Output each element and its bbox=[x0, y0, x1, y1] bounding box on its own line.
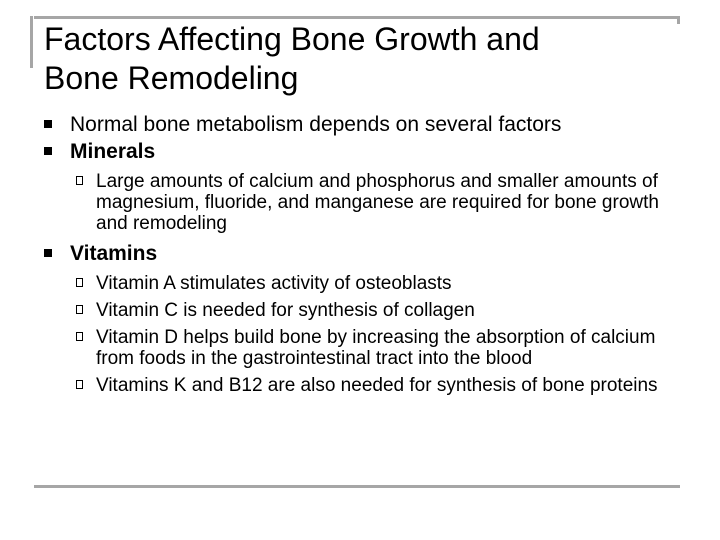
sub-bullet-text: Vitamin C is needed for synthesis of collagen bbox=[96, 300, 475, 321]
frame-right-line bbox=[677, 16, 680, 24]
slide-title-line-1: Factors Affecting Bone Growth and bbox=[44, 21, 540, 57]
sub-bullet-item bbox=[44, 273, 684, 294]
sub-bullet-item bbox=[44, 171, 684, 234]
sub-bullet-list-vitamins bbox=[44, 273, 684, 396]
sub-bullet-text: Vitamin A stimulates activity of osteoblasts bbox=[96, 273, 452, 294]
hollow-square-bullet-icon bbox=[76, 332, 83, 341]
bullet-text: Minerals bbox=[70, 140, 156, 163]
hollow-square-bullet-icon bbox=[76, 176, 83, 185]
sub-bullet-list-minerals bbox=[44, 171, 684, 234]
frame-bottom-line bbox=[34, 485, 680, 488]
square-bullet-icon bbox=[44, 249, 52, 257]
hollow-square-bullet-icon bbox=[76, 380, 83, 389]
bullet-item-minerals bbox=[44, 138, 684, 165]
bullet-item bbox=[44, 111, 684, 138]
slide-title bbox=[44, 20, 664, 98]
square-bullet-icon bbox=[44, 147, 52, 155]
sub-bullet-text: Vitamins K and B12 are also needed for synthesis of bone proteins bbox=[96, 375, 658, 396]
sub-bullet-text: Large amounts of calcium and phosphorus and smaller amounts of magnesium, fluoride, and manganese are required for bone growth and remodeling bbox=[96, 171, 659, 234]
slide-title-line-2: Bone Remodeling bbox=[44, 60, 299, 96]
frame-top-line bbox=[34, 16, 680, 19]
bullet-list bbox=[44, 111, 684, 402]
bullet-item-vitamins bbox=[44, 240, 684, 267]
hollow-square-bullet-icon bbox=[76, 305, 83, 314]
bullet-text: Normal bone metabolism depends on several factors bbox=[70, 113, 562, 136]
sub-bullet-item bbox=[44, 327, 684, 369]
sub-bullet-text: Vitamin D helps build bone by increasing the absorption of calcium from foods in the gastrointestinal tract into the blood bbox=[96, 327, 656, 369]
sub-bullet-item bbox=[44, 300, 684, 321]
bullet-text: Vitamins bbox=[70, 242, 158, 265]
frame-left-line bbox=[30, 16, 33, 68]
hollow-square-bullet-icon bbox=[76, 278, 83, 287]
sub-bullet-item bbox=[44, 375, 684, 396]
square-bullet-icon bbox=[44, 120, 52, 128]
